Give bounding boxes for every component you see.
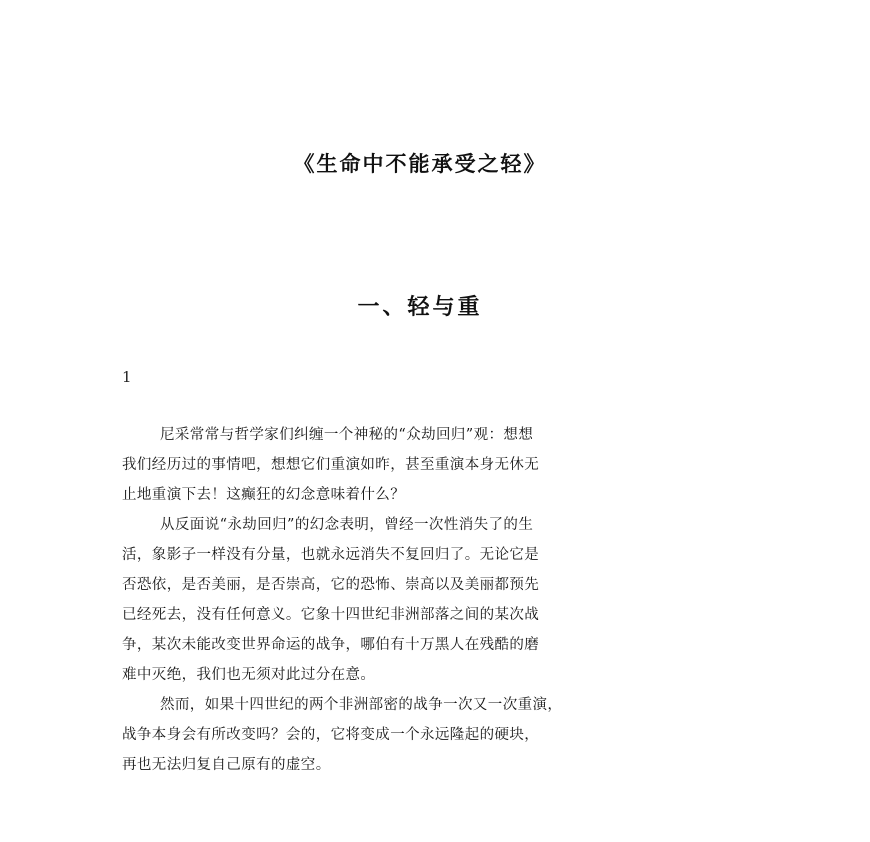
paragraph-1-line-2: 我们经历过的事情吧，想想它们重演如昨，甚至重演本身无休无 — [122, 457, 540, 473]
paragraph-2-line-5: 争，某次未能改变世界命运的战争，哪伯有十万黑人在残酷的磨 — [122, 637, 540, 653]
book-title: 《生命中不能承受之轻》 — [293, 152, 547, 176]
paragraph-1-line-1: 尼采常常与哲学家们纠缠一个神秘的“众劫回归”观：想想 — [160, 427, 534, 443]
body-text — [122, 420, 722, 780]
paragraph-3-line-1: 然而，如果十四世纪的两个非洲部密的战争一次又一次重演， — [160, 697, 563, 713]
paragraph-2-line-6: 难中灭绝，我们也无须对此过分在意。 — [122, 667, 376, 683]
paragraph-1-line-3: 止地重演下去！这癫狂的幻念意味着什么？ — [122, 487, 406, 503]
paragraph-2-line-4: 已经死去，没有任何意义。它象十四世纪非洲部落之间的某次战 — [122, 607, 540, 623]
chapter-title: 一、轻与重 — [357, 295, 483, 320]
paragraph-3-line-3: 再也无法归复自己原有的虚空。 — [122, 757, 331, 773]
paragraph-2-line-1: 从反面说“永劫回归”的幻念表明，曾经一次性消失了的生 — [160, 517, 534, 533]
paragraph-3-line-2: 战争本身会有所改变吗？会的，它将变成一个永远隆起的硬块， — [122, 727, 540, 743]
paragraph-2-line-3: 否恐依，是否美丽，是否崇高，它的恐怖、崇高以及美丽都预先 — [122, 577, 540, 593]
section-number: 1 — [122, 368, 132, 386]
paragraph-2-line-2: 活，象影子一样没有分量，也就永远消失不复回归了。无论它是 — [122, 547, 540, 563]
